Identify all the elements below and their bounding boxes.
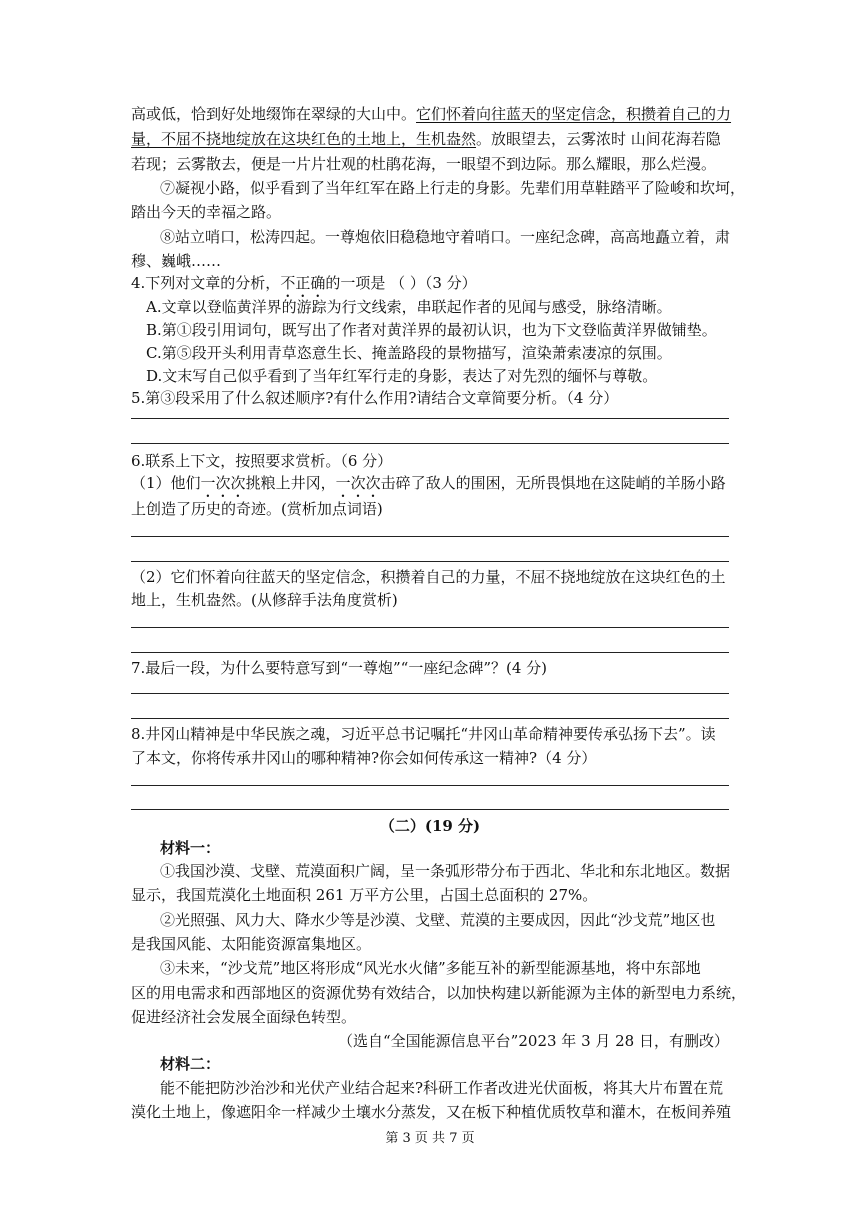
question-7-stem: 7.最后一段，为什么要特意写到“一尊炮”“一座纪念碑”？(4 分)	[131, 659, 548, 677]
sub-text: 挑粮上井冈，	[245, 474, 336, 492]
passage-line	[131, 104, 731, 124]
stem-text: 的一项是 （ ）（3 分）	[325, 274, 477, 292]
passage-text: 。放眼望去，云雾浓时 山间花海若隐	[476, 130, 721, 148]
answer-line	[131, 443, 729, 444]
question-8-stem-cont: 了本文，你将传承井冈山的哪种精神?你会如何传承这一精神?（4 分）	[131, 749, 597, 767]
answer-line	[131, 652, 729, 653]
question-6-sub2: （2）它们怀着向往蓝天的坚定信念，积攒着自己的力量，不屈不挠地绽放在这块红色的土	[131, 568, 726, 586]
material-1-source: （选自“全国能源信息平台”2023 年 3 月 28 日，有删改）	[338, 1032, 729, 1050]
question-6-sub1-cont: 上创造了历史的奇迹。(赏析加点词语)	[131, 500, 383, 518]
option-c: C.第⑤段开头利用青草恣意生长、掩盖路段的景物描写，渲染萧索凄凉的氛围。	[146, 344, 672, 362]
material-1-label: 材料一：	[160, 839, 221, 857]
underlined-sentence: 量，不屈不挠地绽放在这块红色的土地上，生机盎然	[131, 130, 477, 148]
sub-text: （1）他们	[131, 474, 201, 492]
material-1-paragraph-3: ③未来，“沙戈荒”地区将形成“风光水火储”多能互补的新型能源基地，将中东部地	[160, 959, 701, 977]
emphasis-text: 不正确	[280, 274, 326, 292]
answer-line	[131, 418, 729, 419]
answer-line	[131, 561, 729, 562]
material-1-paragraph-1: ①我国沙漠、戈壁、荒漠面积广阔，呈一条弧形带分布于西北、华北和东北地区。数据	[160, 862, 731, 880]
sub-text: 击碎了敌人的围困，无所畏惧地在这陡峭的羊肠小路	[380, 474, 726, 492]
option-d: D.文末写自己似乎看到了当年红军行走的身影，表达了对先烈的缅怀与尊敬。	[146, 367, 658, 385]
option-b: B.第①段引用词句，既写出了作者对黄洋界的最初认识，也为下文登临黄洋界做铺垫。	[146, 321, 717, 339]
emphasis-text: 一次次	[335, 474, 381, 492]
passage-line	[131, 129, 721, 149]
question-6-sub1	[131, 473, 726, 501]
question-5-stem: 5.第③段采用了什么叙述顺序?有什么作用?请结合文章简要分析。（4 分）	[131, 389, 619, 407]
option-a: A.文章以登临黄洋界的游踪为行文线索，串联起作者的见闻与感受，脉络清晰。	[146, 298, 672, 316]
passage-line: 穆、巍峨……	[131, 252, 222, 270]
material-1-paragraph-3-cont: 促进经济社会发展全面绿色转型。	[131, 1008, 357, 1026]
stem-text: 4.下列对文章的分析，	[131, 274, 281, 292]
page-number: 第 3 页 共 7 页	[385, 1131, 475, 1146]
material-1-paragraph-1-cont: 显示，我国荒漠化土地面积 261 万平方公里，占国土总面积的 27%。	[131, 886, 598, 904]
passage-text: 高或低，恰到好处地缀饰在翠绿的大山中。	[131, 105, 417, 123]
answer-line	[131, 718, 729, 719]
passage-line: 踏出今天的幸福之路。	[131, 203, 282, 221]
material-2-paragraph-cont: 漠化土地上，像遮阳伞一样减少土壤水分蒸发，又在板下种植优质牧草和灌木，在板间养殖	[131, 1103, 732, 1121]
material-2-paragraph: 能不能把防沙治沙和光伏产业结合起来?科研工作者改进光伏面板，将其大片布置在荒	[160, 1079, 724, 1097]
material-1-paragraph-2-cont: 是我国风能、太阳能资源富集地区。	[131, 935, 372, 953]
answer-line	[131, 809, 729, 810]
answer-line	[131, 536, 729, 537]
question-8-stem: 8.井冈山精神是中华民族之魂，习近平总书记嘱托“井冈山革命精神要传承弘扬下去”。读	[131, 725, 716, 743]
paragraph-7: ⑦凝视小路，似乎看到了当年红军在路上行走的身影。先辈们用草鞋踏平了险峻和坎坷，	[160, 179, 746, 197]
section-heading: （二）(19 分)	[379, 817, 481, 835]
material-1-paragraph-2: ②光照强、风力大、降水少等是沙漠、戈壁、荒漠的主要成因，因此“沙戈荒”地区也	[160, 911, 716, 929]
answer-line	[131, 785, 729, 786]
answer-line	[131, 627, 729, 628]
question-6-sub2-cont: 地上，生机盎然。(从修辞手法角度赏析)	[131, 591, 398, 609]
answer-line	[131, 693, 729, 694]
underlined-sentence: 它们怀着向往蓝天的坚定信念，积攒着自己的力	[416, 105, 732, 123]
passage-line: 若现；云雾散去，便是一片片壮观的杜鹃花海，一眼望不到边际。那么耀眼，那么烂漫。	[131, 155, 717, 173]
emphasis-text: 一次次	[200, 474, 246, 492]
paragraph-8: ⑧站立哨口，松涛四起。一尊炮依旧稳稳地守着哨口。一座纪念碑，高高地矗立着，肃	[160, 228, 731, 246]
material-2-label: 材料二：	[160, 1055, 221, 1073]
material-1-paragraph-3-cont: 区的用电需求和西部地区的资源优势有效结合，以加快构建以新能源为主体的新型电力系统，	[131, 984, 747, 1002]
question-6-stem: 6.联系上下文，按照要求赏析。（6 分）	[131, 452, 393, 470]
